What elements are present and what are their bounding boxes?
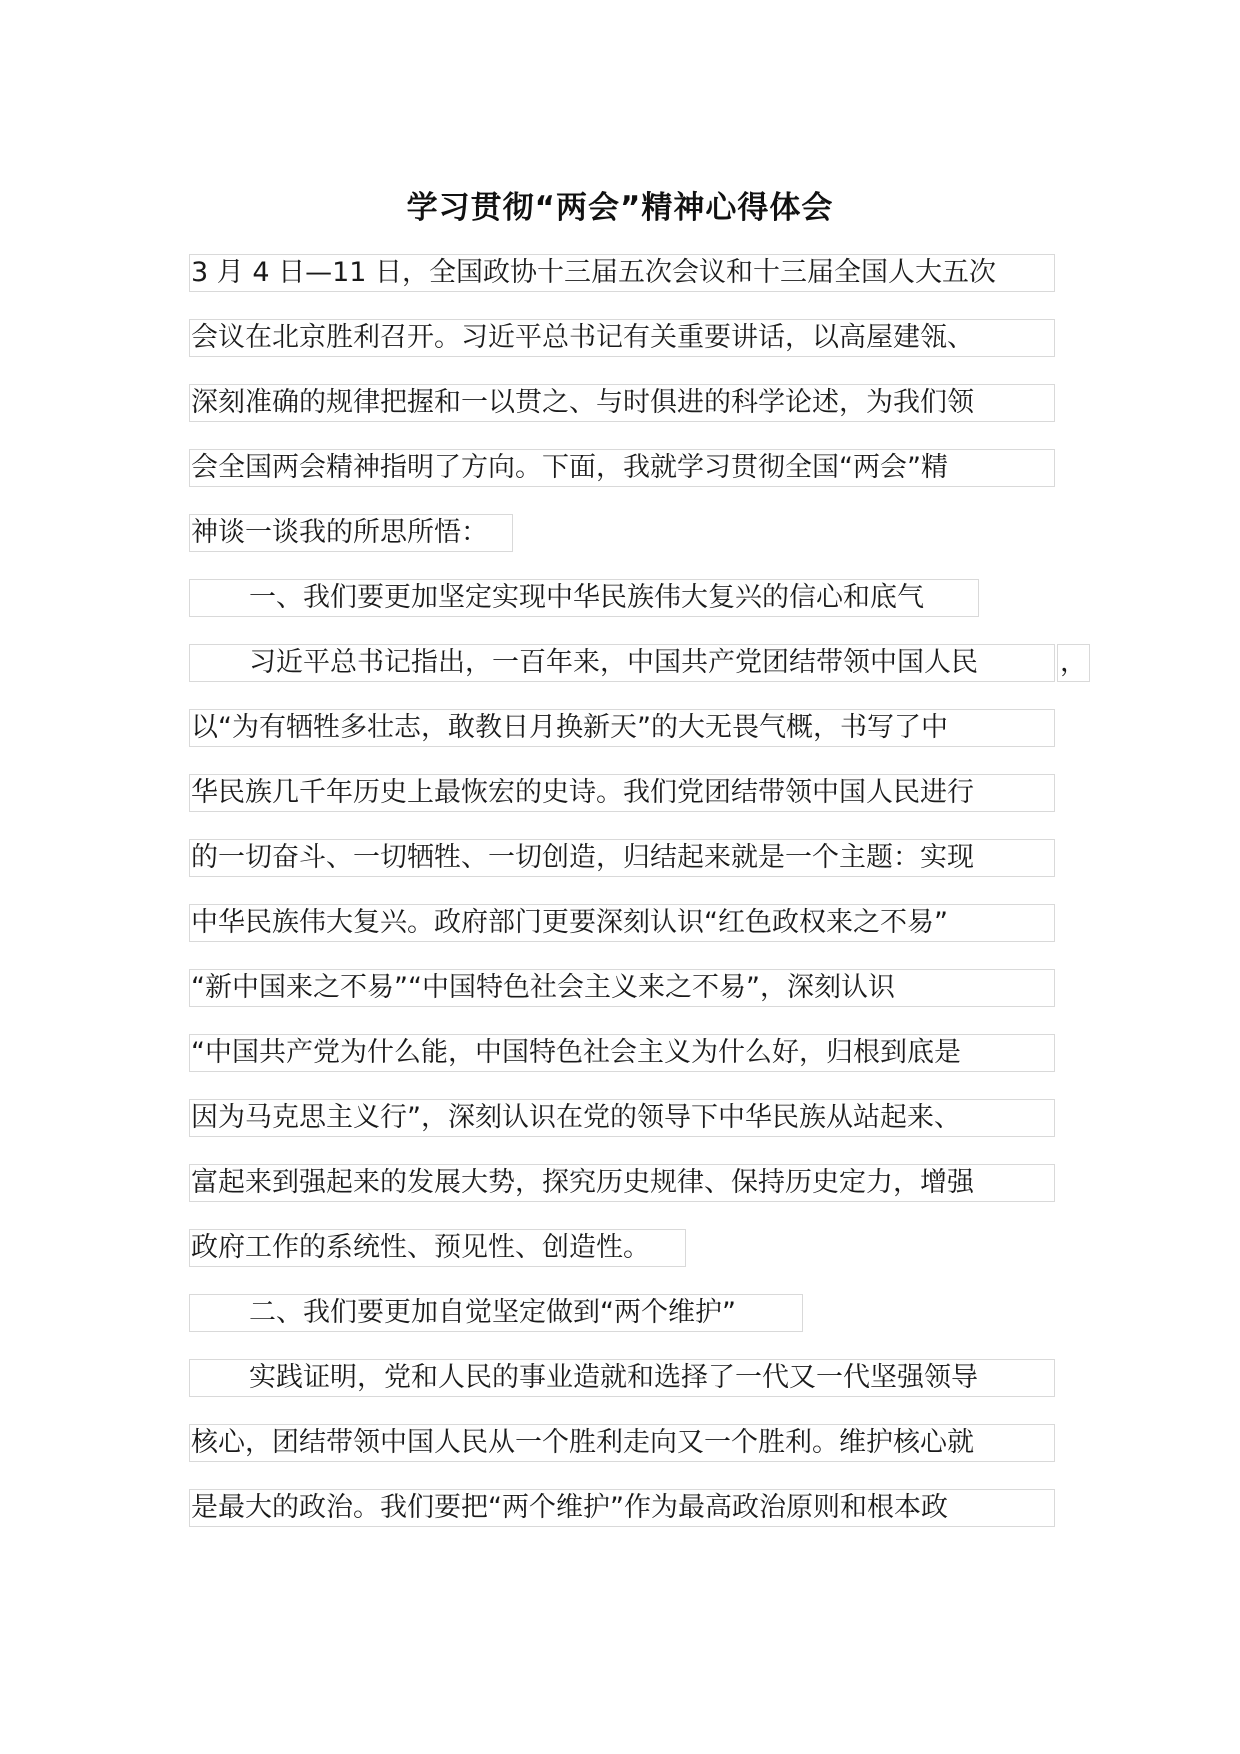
- text-line: 实践证明，党和人民的事业造就和选择了一代又一代坚强领导: [189, 1359, 1055, 1397]
- document-title: 学习贯彻“两会”精神心得体会: [406, 190, 834, 226]
- overflow-comma: ，: [1057, 644, 1090, 682]
- section-heading-2: 二、我们要更加自觉坚定做到“两个维护”: [189, 1294, 803, 1332]
- text-line: 富起来到强起来的发展大势，探究历史规律、保持历史定力，增强: [189, 1164, 1055, 1202]
- text-line: 会全国两会精神指明了方向。下面，我就学习贯彻全国“两会”精: [189, 449, 1055, 487]
- text-line: 政府工作的系统性、预见性、创造性。: [189, 1229, 686, 1267]
- text-line: 3 月 4 日—11 日，全国政协十三届五次会议和十三届全国人大五次: [189, 254, 1055, 292]
- text-line: 因为马克思主义行”，深刻认识在党的领导下中华民族从站起来、: [189, 1099, 1055, 1137]
- text-line: 习近平总书记指出，一百年来，中国共产党团结带领中国人民: [189, 644, 1055, 682]
- text-line: 中华民族伟大复兴。政府部门更要深刻认识“红色政权来之不易”: [189, 904, 1055, 942]
- section-heading-1: 一、我们要更加坚定实现中华民族伟大复兴的信心和底气: [189, 579, 979, 617]
- text-line: 核心，团结带领中国人民从一个胜利走向又一个胜利。维护核心就: [189, 1424, 1055, 1462]
- text-line: 是最大的政治。我们要把“两个维护”作为最高政治原则和根本政: [189, 1489, 1055, 1527]
- text-line: 的一切奋斗、一切牺牲、一切创造，归结起来就是一个主题：实现: [189, 839, 1055, 877]
- text-line: “中国共产党为什么能，中国特色社会主义为什么好，归根到底是: [189, 1034, 1055, 1072]
- text-line: 深刻准确的规律把握和一以贯之、与时俱进的科学论述，为我们领: [189, 384, 1055, 422]
- text-line: 会议在北京胜利召开。习近平总书记有关重要讲话，以高屋建瓴、: [189, 319, 1055, 357]
- text-line: “新中国来之不易”“中国特色社会主义来之不易”，深刻认识: [189, 969, 1055, 1007]
- text-line: 以“为有牺牲多壮志，敢教日月换新天”的大无畏气概，书写了中: [189, 709, 1055, 747]
- text-line: 华民族几千年历史上最恢宏的史诗。我们党团结带领中国人民进行: [189, 774, 1055, 812]
- text-line: 神谈一谈我的所思所悟：: [189, 514, 513, 552]
